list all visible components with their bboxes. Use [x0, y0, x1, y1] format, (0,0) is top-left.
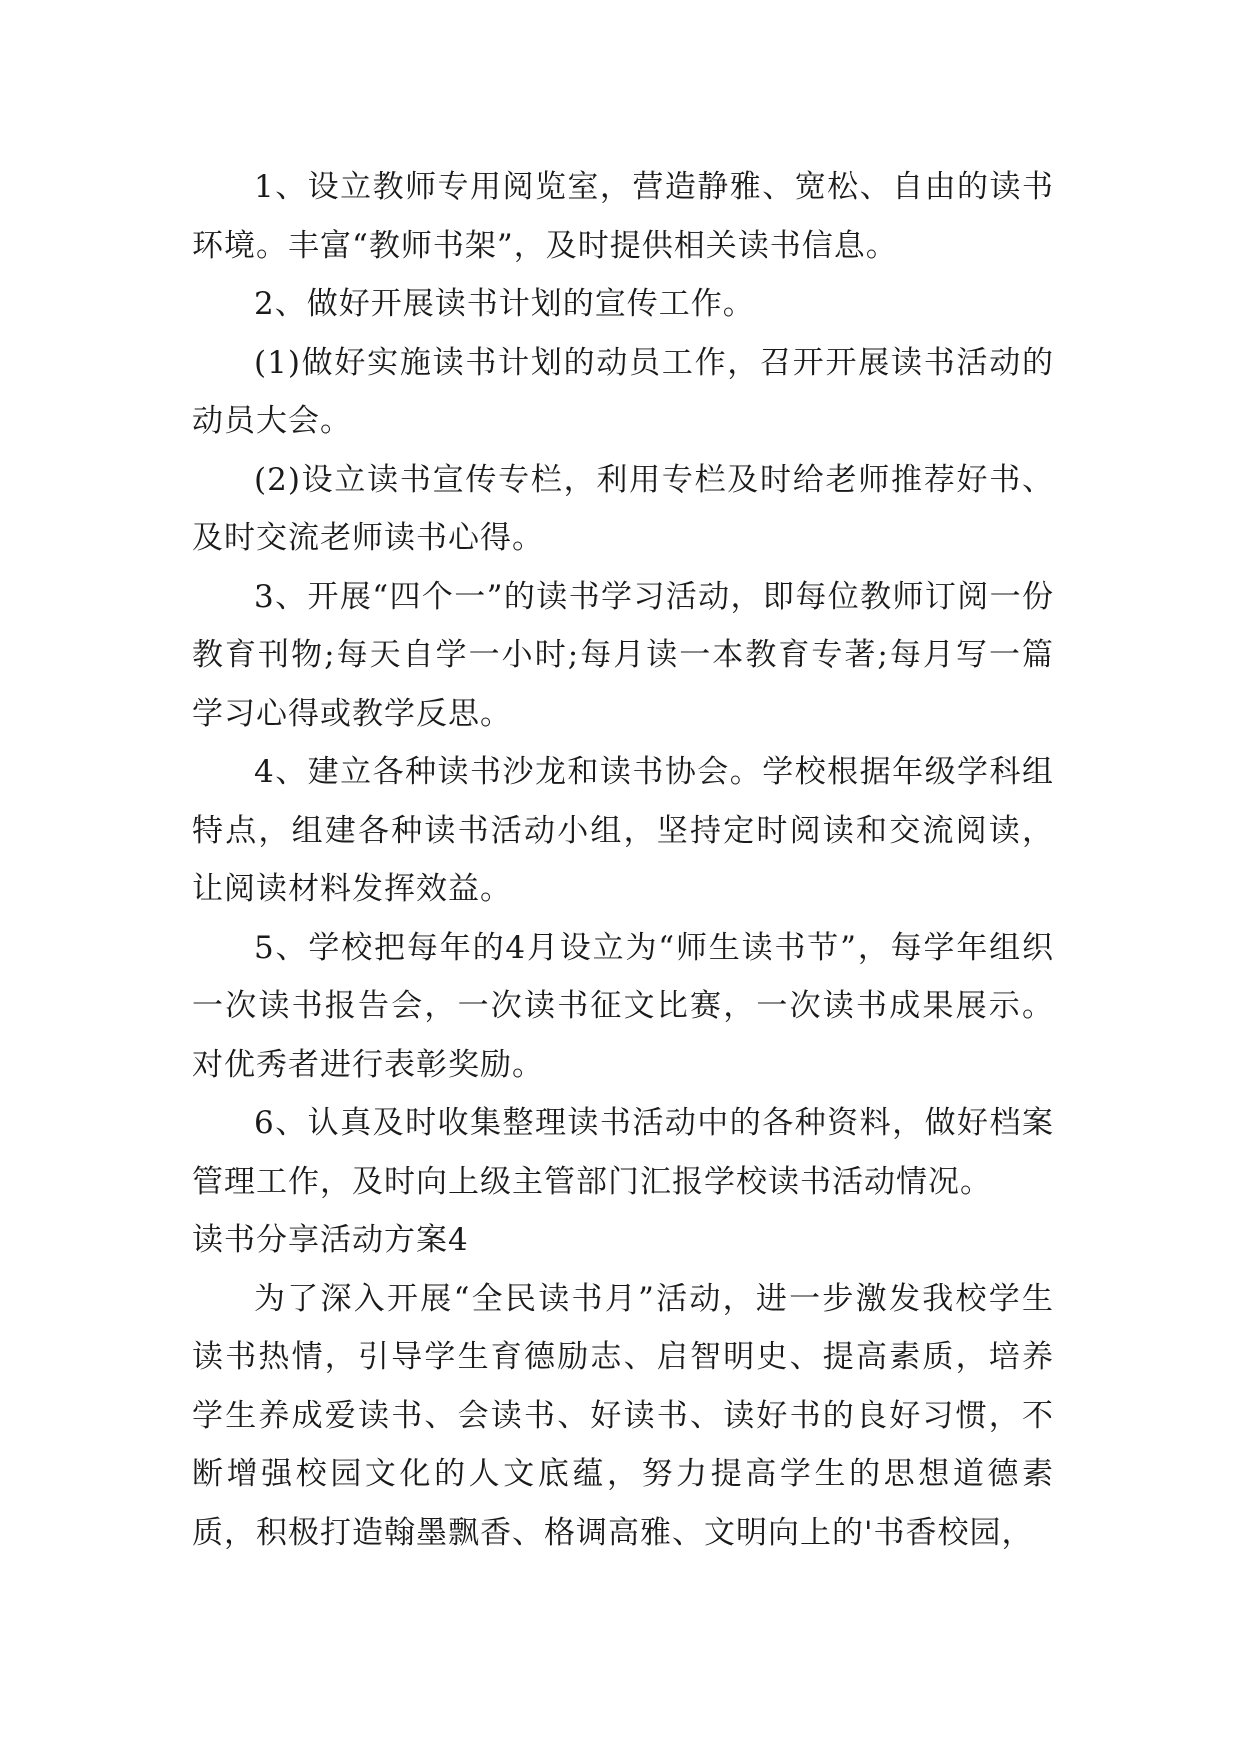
document-body	[192, 158, 1054, 1562]
closing-paragraph: 为了深入开展“全民读书月”活动，进一步激发我校学生读书热情，引导学生育德励志、启智明史、提高素质，培养学生养成爱读书、会读书、好读书、读好书的良好习惯，不断增强校园文化的人文底蕴，努力提高学生的思想道德素质，积极打造翰墨飘香、格调高雅、文明向上的'书香校园，	[192, 1280, 1054, 1551]
paragraph-3: 3、开展“四个一”的读书学习活动，即每位教师订阅一份教育刊物;每天自学一小时;每月读一本教育专著;每月写一篇学习心得或教学反思。	[192, 578, 1054, 732]
paragraph-2-item-1: (1)做好实施读书计划的动员工作，召开开展读书活动的动员大会。	[192, 344, 1054, 439]
paragraph-6: 6、认真及时收集整理读书活动中的各种资料，做好档案管理工作，及时向上级主管部门汇报学校读书活动情况。	[192, 1105, 1054, 1200]
paragraph-5: 5、学校把每年的4月设立为“师生读书节”，每学年组织一次读书报告会，一次读书征文比赛，一次读书成果展示。对优秀者进行表彰奖励。	[192, 929, 1054, 1083]
paragraph-4: 4、建立各种读书沙龙和读书协会。学校根据年级学科组特点，组建各种读书活动小组，坚持定时阅读和交流阅读，让阅读材料发挥效益。	[192, 754, 1054, 907]
paragraph-2-item-2: (2)设立读书宣传专栏，利用专栏及时给老师推荐好书、及时交流老师读书心得。	[192, 461, 1054, 556]
paragraph-1: 1、设立教师专用阅览室，营造静雅、宽松、自由的读书环境。丰富“教师书架”，及时提供相关读书信息。	[192, 169, 1054, 264]
section-heading: 读书分享活动方案4	[192, 1222, 469, 1258]
paragraph-2: 2、做好开展读书计划的宣传工作。	[254, 286, 755, 322]
